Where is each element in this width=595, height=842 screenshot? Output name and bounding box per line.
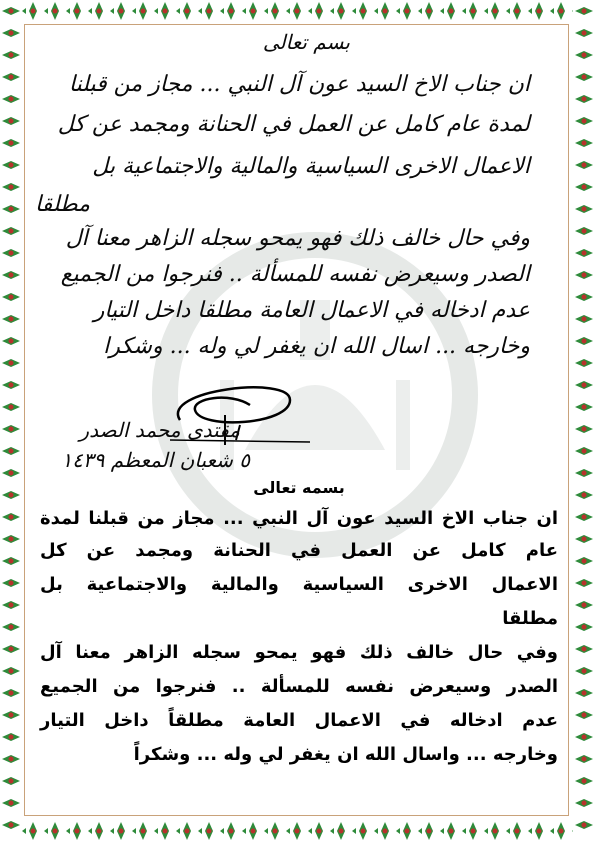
handwritten-line: وفي حال خالف ذلك فهو يمحو سجله الزاهر معنا آل (65, 226, 530, 251)
handwritten-line: لمدة عام كامل عن العمل في الحنانة ومجمد عن كل (57, 112, 530, 137)
handwritten-line: وخارجه ... اسال الله ان يغفر لي وله ... وشكرا (103, 334, 530, 359)
handwritten-line: مطلقا (35, 192, 90, 217)
floral-border-top (0, 0, 595, 22)
handwritten-line: الاعمال الاخرى السياسية والمالية والاجتماعية بل (92, 154, 530, 179)
floral-border-right (573, 0, 595, 842)
typed-line: وخارجه ... واسال الله ان يغفر لي وله ... وشكراً (133, 744, 558, 765)
typed-line: الصدر وسيعرض نفسه للمسألة .. فنرجوا من الجميع (40, 676, 558, 697)
handwritten-letter (35, 30, 560, 480)
typed-line: عام كامل عن العمل في الحنانة ومجمد عن كل (40, 540, 558, 561)
floral-border-left (0, 0, 22, 842)
handwritten-line: عدم ادخاله في الاعمال العامة مطلقا داخل التيار (93, 298, 530, 323)
typed-transcription (40, 478, 558, 818)
handwritten-line: الصدر وسيعرض نفسه للمسألة .. فنرجوا من الجميع (60, 262, 530, 287)
handwritten-line: ان جناب الاخ السيد عون آل النبي ... مجاز من قبلنا (68, 72, 530, 97)
floral-border-bottom (0, 820, 595, 842)
typed-title: بسمه تعالى (253, 478, 345, 497)
handwritten-basmala: بسم تعالى (262, 30, 350, 54)
typed-line: عدم ادخاله في الاعمال العامة مطلقاً داخل التيار (40, 710, 558, 731)
handwritten-date: ٥ شعبان المعظم ١٤٣٩ (61, 448, 250, 472)
handwritten-signature-name: مقتدى محمد الصدر (79, 418, 240, 442)
typed-line: ان جناب الاخ السيد عون آل النبي ... مجاز من قبلنا لمدة (40, 508, 558, 529)
typed-line: الاعمال الاخرى السياسية والمالية والاجتماعية بل (40, 574, 558, 595)
typed-line: مطلقا (502, 608, 558, 629)
typed-line: وفي حال خالف ذلك فهو يمحو سجله الزاهر معنا آل (40, 642, 558, 663)
